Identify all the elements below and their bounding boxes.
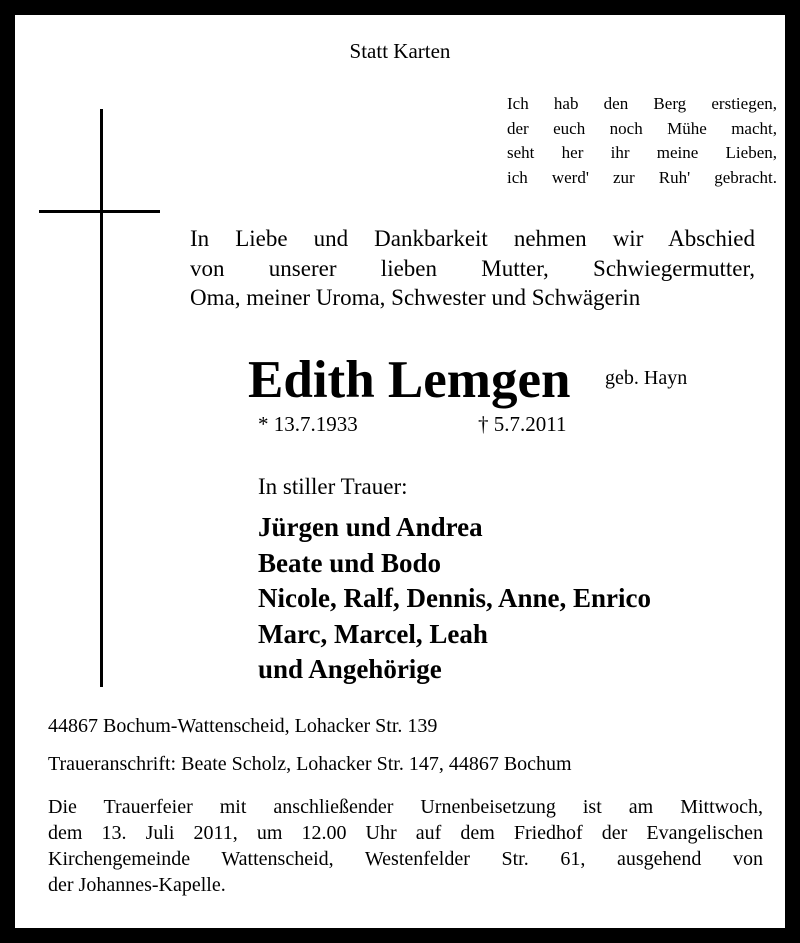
cross-horizontal-bar: [39, 210, 160, 213]
poem-line: Ich hab den Berg erstiegen,: [507, 94, 777, 113]
mourners-label: In stiller Trauer:: [258, 474, 408, 499]
ceremony-text: [48, 794, 763, 898]
intro-text: [190, 224, 755, 313]
mourner-line: Marc, Marcel, Leah: [258, 618, 488, 649]
family-address: 44867 Bochum-Wattenscheid, Lohacker Str. 139: [48, 715, 438, 737]
ceremony-line: Kirchengemeinde Wattenscheid, Westenfelder Str. 61, ausgehend von: [48, 848, 763, 870]
mourner-line: Jürgen und Andrea: [258, 512, 483, 542]
poem-line: seht her ihr meine Lieben,: [507, 143, 777, 162]
mourner-line: und Angehörige: [258, 654, 442, 684]
intro-line: von unserer lieben Mutter, Schwiegermutter,: [190, 255, 755, 281]
poem: [507, 92, 777, 190]
intro-line: In Liebe und Dankbarkeit nehmen wir Abschied: [190, 226, 755, 251]
ceremony-line: Die Trauerfeier mit anschließender Urnenbeisetzung ist am Mittwoch,: [48, 796, 763, 818]
death-date: † 5.7.2011: [478, 412, 567, 436]
intro-line: Oma, meiner Uroma, Schwester und Schwägerin: [190, 285, 641, 310]
mourner-line: Beate und Bodo: [258, 547, 442, 578]
mourning-address: Traueranschrift: Beate Scholz, Lohacker Str. 147, 44867 Bochum: [48, 753, 572, 775]
maiden-name: geb. Hayn: [605, 367, 688, 389]
cross-vertical-bar: [100, 109, 103, 687]
birth-date: * 13.7.1933: [258, 412, 358, 436]
ceremony-line: dem 13. Juli 2011, um 12.00 Uhr auf dem Friedhof der Evangelischen: [48, 822, 763, 844]
poem-line: der euch noch Mühe macht,: [507, 118, 777, 138]
poem-line: ich werd' zur Ruh' gebracht.: [507, 167, 777, 187]
ceremony-line: der Johannes-Kapelle.: [48, 874, 226, 896]
deceased-name: Edith Lemgen: [248, 351, 571, 409]
statt-karten-heading: Statt Karten: [349, 39, 451, 63]
mourners-list: [258, 510, 651, 688]
mourner-line: Nicole, Ralf, Dennis, Anne, Enrico: [258, 583, 652, 613]
